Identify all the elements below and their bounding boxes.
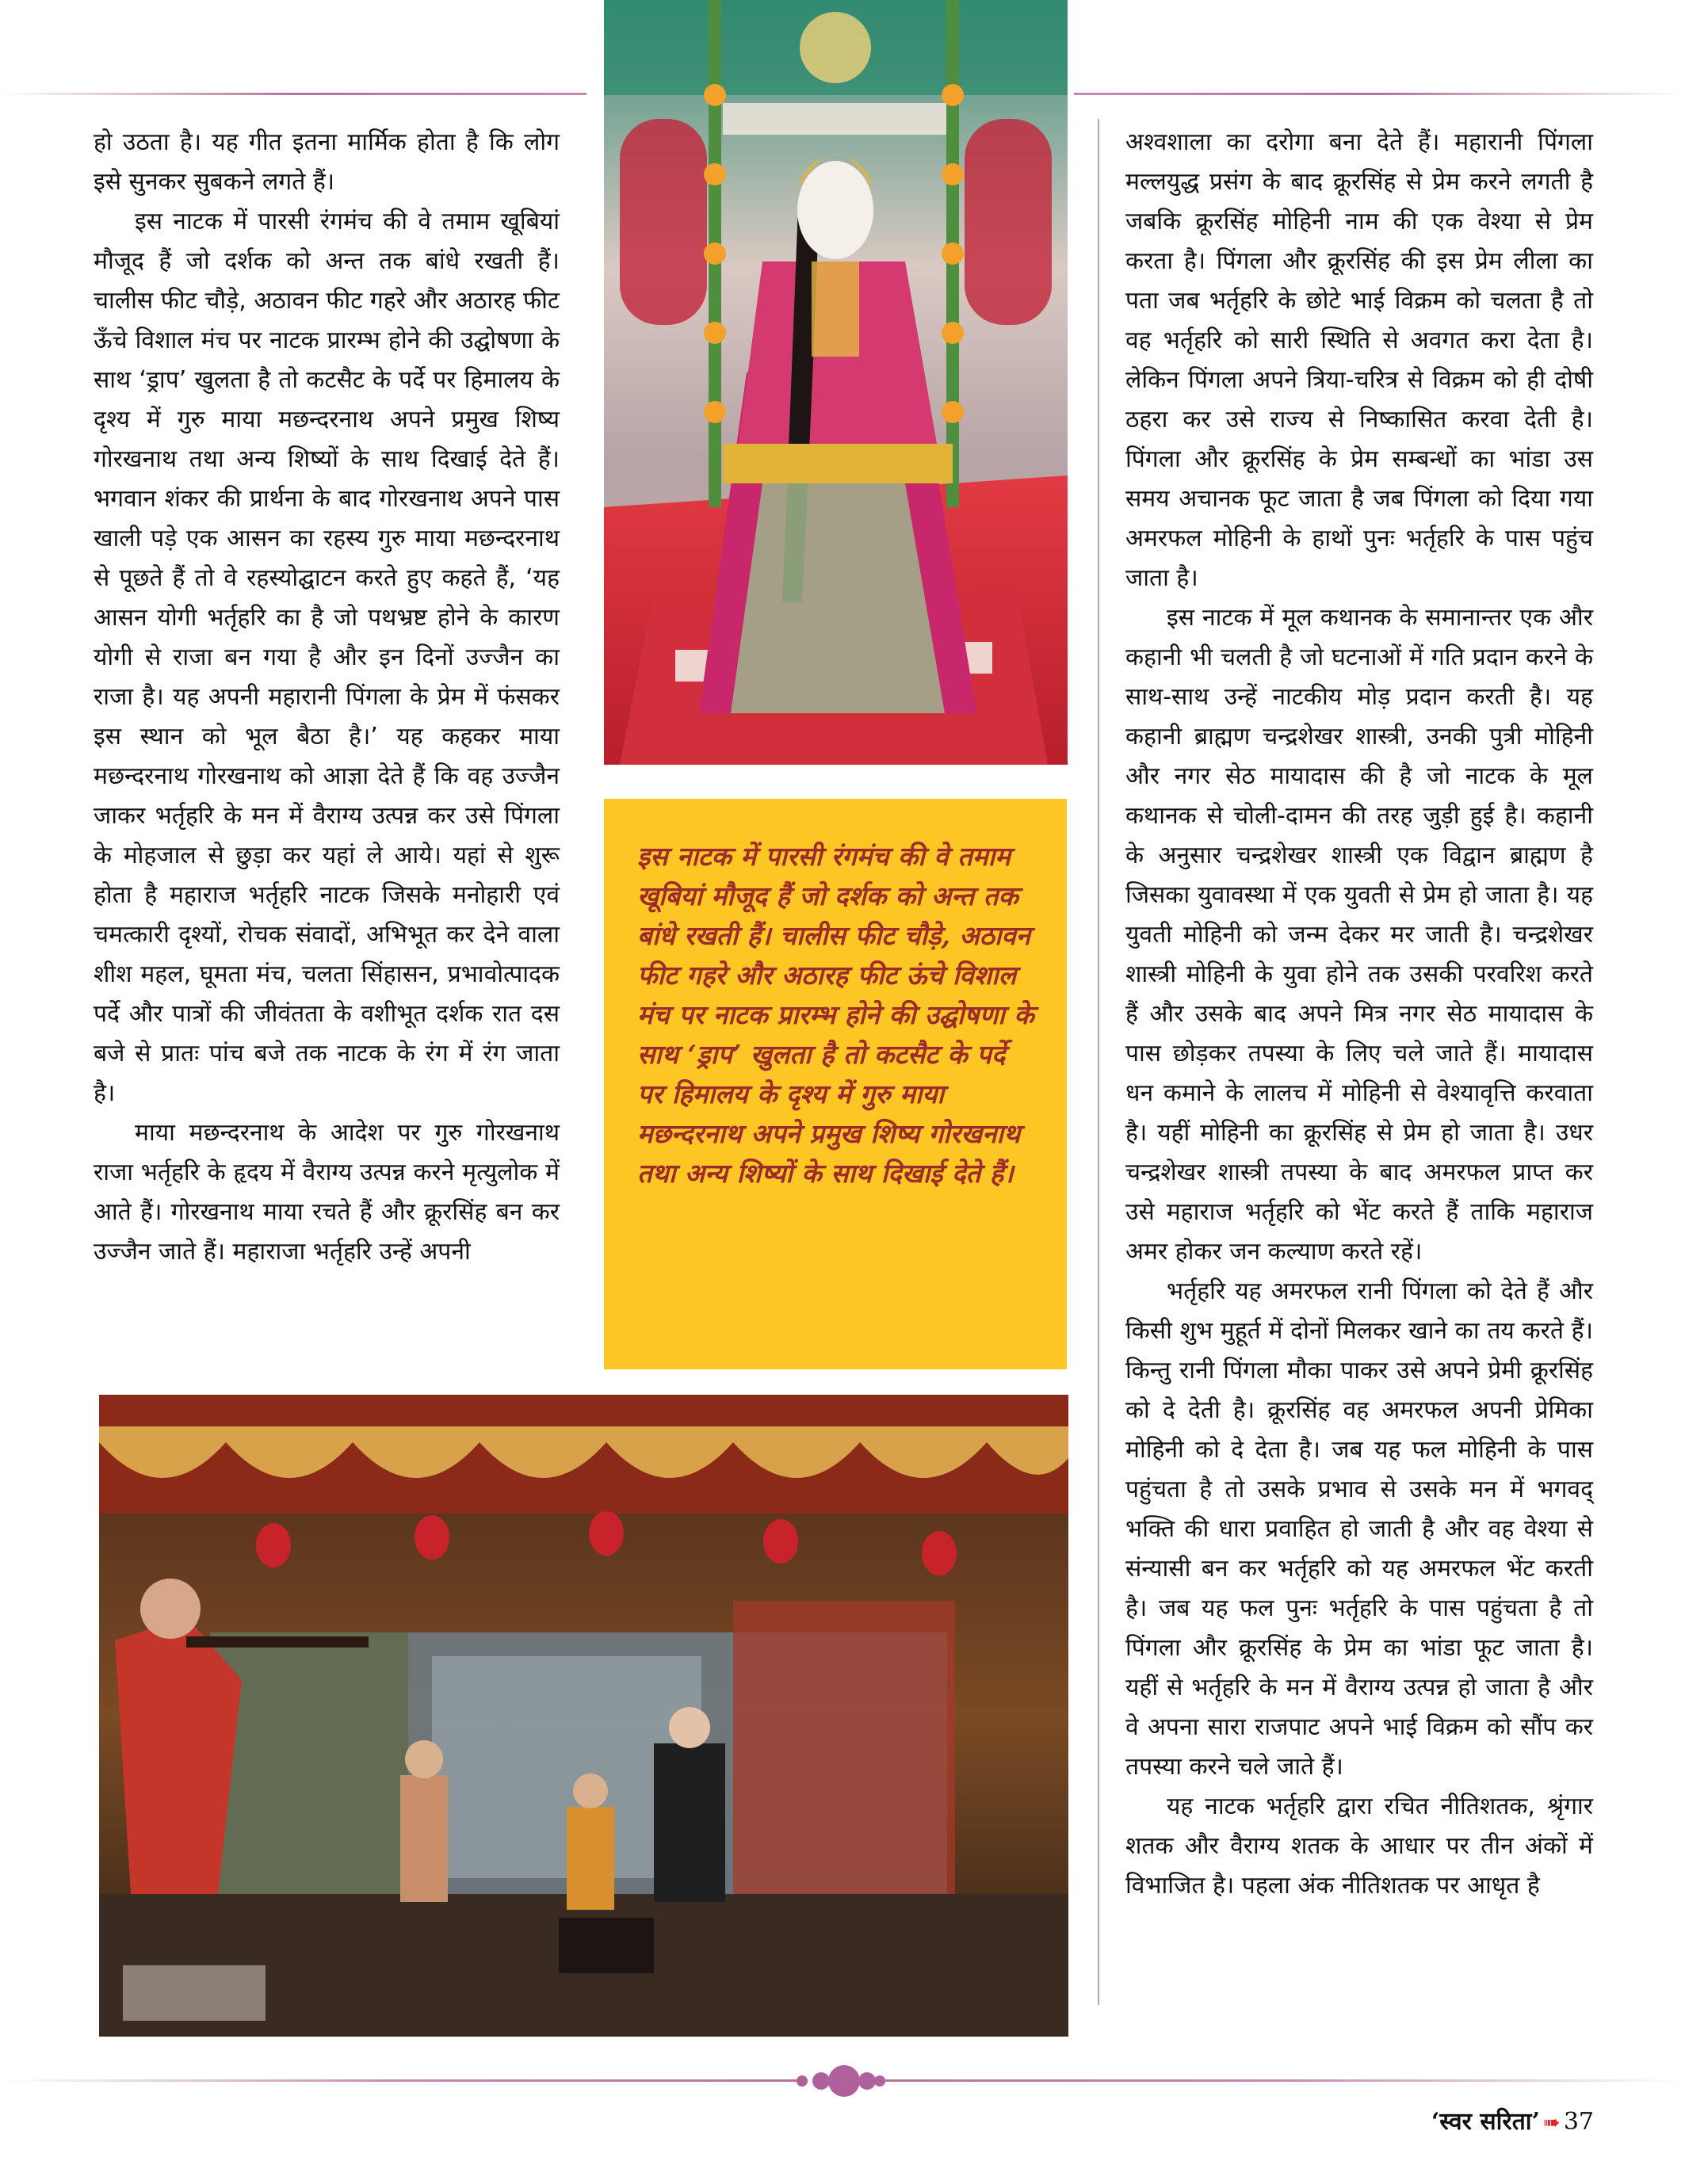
footer-rule-left [0,2079,800,2082]
footer-dots-ornament [797,2065,884,2097]
magazine-name: ‘स्वर सरिता’ [1431,2108,1541,2136]
stage-performance-photo-image [99,1395,1068,2037]
page-number: 37 [1563,2108,1594,2136]
ornament-dot [828,2065,860,2097]
column-divider [1098,119,1099,2005]
right-paragraph-1: अश्वशाला का दरोगा बना देते हैं। महारानी पिंगला मल्लयुद्ध प्रसंग के बाद क्रूरसिंह से प्रेम करने लगती है जबकि क्रूरसिंह मोहिनी नाम की एक वेश्या से प्रेम करता है। पिंगला और क्रूरसिंह की इस प्रेम लीला का पता जब भर्तृहरि के छोटे भाई विक्रम को चलता है तो वह भर्तृहरि को सारी स्थिति से अवगत करा देता है। लेकिन पिंगला अपने त्रिया-चरित्र से विक्रम को ही दोषी ठहरा कर उसे राज्य से निष्कासित करवा देती है। पिंगला और क्रूरसिंह के प्रेम सम्बन्धों का भांडा उस समय अचानक फूट जाता है जब पिंगला को दिया गया अमरफल मोहिनी के हाथों पुनः भर्तृहरि के पास पहुंच जाता है। [1125,128,1593,592]
left-paragraph-3: माया मछन्दरनाथ के आदेश पर गुरु गोरखनाथ राजा भर्तृहरि के हृदय में वैराग्य उत्पन्न करने मृत्युलोक में आते हैं। गोरखनाथ माया रचते हैं और क्रूरसिंह बन कर उज्जैन जाते हैं। महाराजा भर्तृहरि उन्हें अपनी [94,1119,560,1266]
top-rule-right [1074,93,1685,95]
page-footer [1431,2104,1594,2136]
ornament-dot [874,2075,885,2087]
right-paragraph-2: इस नाटक में मूल कथानक के समानान्तर एक और कहानी भी चलती है जो घटनाओं में गति प्रदान करने के साथ-साथ उन्हें नाटकीय मोड़ प्रदान करती है। यह कहानी ब्राह्मण चन्द्रशेखर शास्त्री, उनकी पुत्री मोहिनी और नगर सेठ मायादास की है जो नाटक के मूल कथानक से चोली-दामन की तरह जुड़ी हुई है। कहानी के अनुसार चन्द्रशेखर शास्त्री एक विद्वान ब्राह्मण है जिसका युवावस्था में एक युवती से प्रेम हो जाता है। यह युवती मोहिनी को जन्म देकर मर जाती है। चन्द्रशेखर शास्त्री मोहिनी के युवा होने तक उसकी परवरिश करते हैं और उसके बाद अपने मित्र नगर सेठ मायादास के पास छोड़कर तपस्या के लिए चले जाते हैं। मायादास धन कमाने के लालच में मोहिनी से वेश्यावृत्ति करवाता है। यहीं मोहिनी का क्रूरसिंह से प्रेम हो जाता है। उधर चन्द्रशेखर शास्त्री तपस्या के बाद अमरफल प्राप्त कर उसे महाराज भर्तृहरि को भेंट करते हैं ताकि महाराज अमर होकर जन कल्याण करते रहें। [1125,604,1593,1266]
pull-quote-text: इस नाटक में पारसी रंगमंच की वे तमाम खूबियां मौजूद हैं जो दर्शक को अन्त तक बांधे रखती हैं। चालीस फीट चौड़े, अठावन फीट गहरे और अठारह फीट ऊंचे विशाल मंच पर नाटक प्रारम्भ होने की उद्घोषणा के साथ ‘ड्राप’ खुलता है तो कटसैट के पर्दे पर हिमालय के दृश्य में गुरु माया मछन्दरनाथ अपने प्रमुख शिष्य गोरखनाथ तथा अन्य शिष्यों के साथ दिखाई देते हैं। [637,841,1034,1189]
arrow-icon: ➠ [1543,2111,1561,2135]
left-paragraph-1: हो उठता है। यह गीत इतना मार्मिक होता है कि लोग इसे सुनकर सुबकने लगते हैं। [94,128,560,196]
right-text-column [1125,123,1593,1906]
actress-swing-photo [604,0,1068,765]
actress-swing-photo-image [604,0,1068,765]
right-paragraph-4: यह नाटक भर्तृहरि द्वारा रचित नीतिशतक, श्रृंगार शतक और वैराग्य शतक के आधार पर तीन अंकों में विभाजित है। पहला अंक नीतिशतक पर आधृत है [1125,1793,1593,1900]
ornament-dot [858,2072,876,2090]
right-paragraph-3: भर्तृहरि यह अमरफल रानी पिंगला को देते हैं और किसी शुभ मुहूर्त में दोनों मिलकर खाने का तय करते हैं। किन्तु रानी पिंगला मौका पाकर उसे अपने प्रेमी क्रूरसिंह को दे देती है। क्रूरसिंह वह अमरफल अपनी प्रेमिका मोहिनी को दे देता है। जब यह फल मोहिनी के पास पहुंचता है तो उसके प्रभाव से उसके मन में भगवद् भक्ति की धारा प्रवाहित हो जाती है और वह वेश्या से संन्यासी बन कर भर्तृहरि को यह अमरफल भेंट करती है। जब यह फल पुनः भर्तृहरि के पास पहुंचता है तो पिंगला और क्रूरसिंह के प्रेम का भांडा फूट जाता है। यहीं से भर्तृहरि के मन में वैराग्य उत्पन्न हो जाता है और वे अपना सारा राजपाट अपने भाई विक्रम को सौंप कर तपस्या करने चले जाते हैं। [1125,1277,1593,1781]
pull-quote-box [604,799,1067,1369]
top-rule-left [0,93,587,95]
ornament-dot [812,2072,830,2090]
left-text-column [94,123,560,1272]
footer-rule-right [880,2079,1685,2082]
stage-performance-photo [99,1395,1068,2037]
left-paragraph-2: इस नाटक में पारसी रंगमंच की वे तमाम खूबियां मौजूद हैं जो दर्शक को अन्त तक बांधे रखती हैं। चालीस फीट चौड़े, अठावन फीट गहरे और अठारह फीट ऊँचे विशाल मंच पर नाटक प्रारम्भ होने की उद्घोषणा के साथ ‘ड्राप’ खुलता है तो कटसैट के पर्दे पर हिमालय के दृश्य में गुरु माया मछन्दरनाथ अपने प्रमुख शिष्य गोरखनाथ तथा अन्य शिष्यों के साथ दिखाई देते हैं। भगवान शंकर की प्रार्थना के बाद गोरखनाथ अपने पास खाली पड़े एक आसन का रहस्य गुरु माया मछन्दरनाथ से पूछते हैं तो वे रहस्योद्घाटन करते हुए कहते हैं, ‘यह आसन योगी भर्तृहरि का है जो पथभ्रष्ट होने के कारण योगी से राजा बन गया है और इन दिनों उज्जैन का राजा है। यह अपनी महारानी पिंगला के प्रेम में फंसकर इस स्थान को भूल बैठा है।’ यह कहकर माया मछन्दरनाथ गोरखनाथ को आज्ञा देते हैं कि वह उज्जैन जाकर भर्तृहरि के मन में वैराग्य उत्पन्न कर उसे पिंगला के मोहजाल से छुड़ा कर यहां ले आये। यहां से शुरू होता है महाराज भर्तृहरि नाटक जिसके मनोहारी एवं चमत्कारी दृश्यों, रोचक संवादों, अभिभूत कर देने वाला शीश महल, घूमता मंच, चलता सिंहासन, प्रभावोत्पादक पर्दे और पात्रों की जीवंतता के वशीभूत दर्शक रात दस बजे से प्रातः पांच बजे तक नाटक के रंग में रंग जाता है। [94,208,560,1107]
ornament-dot [797,2075,808,2087]
